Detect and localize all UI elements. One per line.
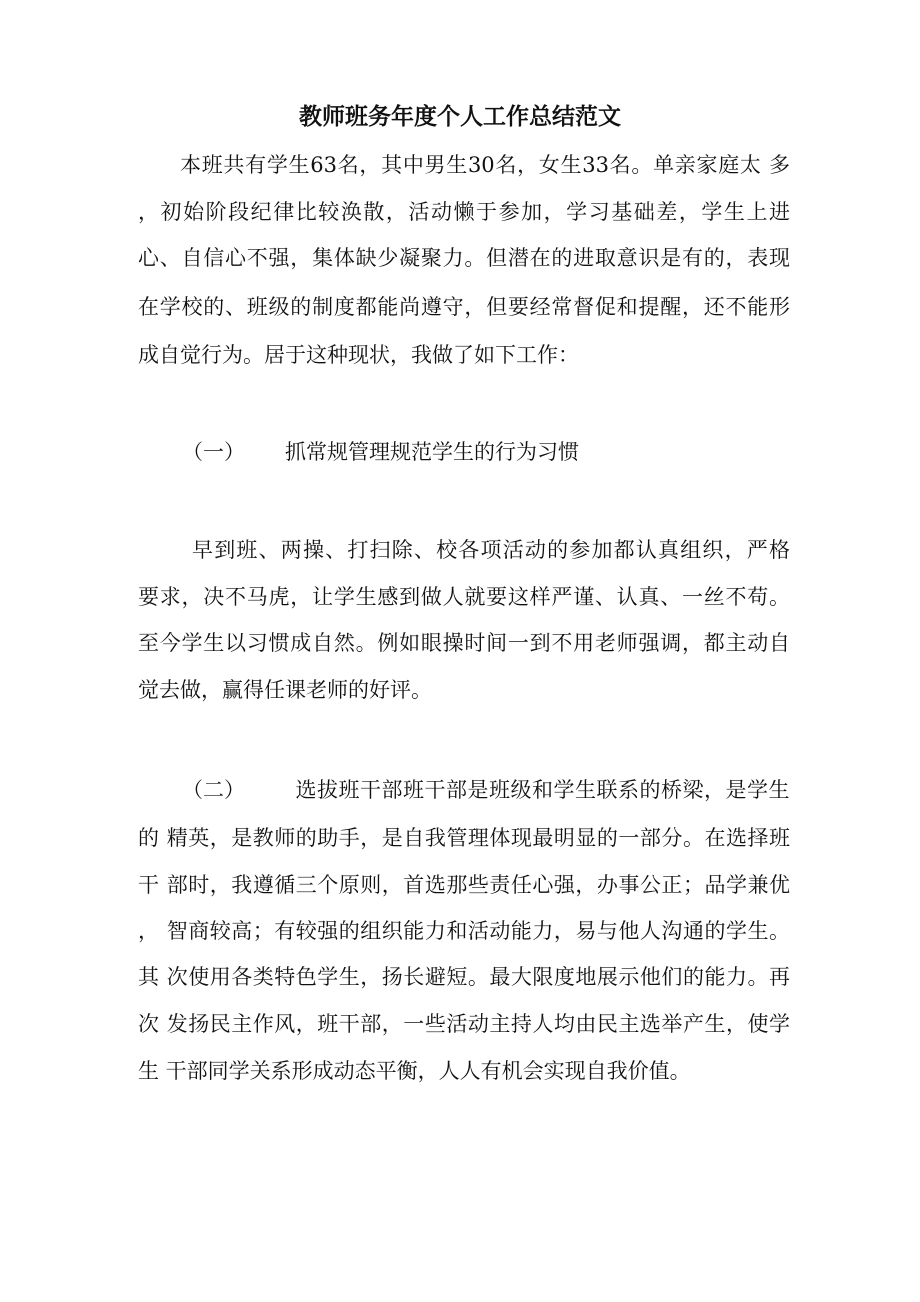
section-heading-text: 选拔班干部班干部是班级和学生联系的桥梁，是学生 bbox=[295, 778, 790, 802]
paragraph-line: ，初始阶段纪律比较涣散，活动懒于参加，学习基础差，学生上进 bbox=[138, 200, 790, 224]
paragraph-line: 心、自信心不强，集体缺少凝聚力。但潜在的进取意识是有的，表现 bbox=[138, 246, 790, 270]
section-heading-1 bbox=[182, 438, 579, 466]
paragraph-line: 次 发扬民主作风，班干部，一些活动主持人均由民主选举产生，使学 bbox=[138, 1012, 790, 1036]
paragraph-line: 其 次使用各类特色学生，扬长避短。最大限度地展示他们的能力。再 bbox=[138, 965, 790, 989]
paragraph-line: 生 干部同学关系形成动态平衡，人人有机会实现自我价值。 bbox=[138, 1059, 691, 1083]
document-title: 教师班务年度个人工作总结范文 bbox=[299, 103, 621, 130]
paragraph-line: 早到班、两操、打扫除、校各项活动的参加都认真组织，严格 bbox=[192, 538, 790, 562]
paragraph-line: 至今学生以习惯成自然。例如眼操时间一到不用老师强调，都主动自 bbox=[138, 631, 790, 655]
paragraph-line: 成自觉行为。居于这种现状，我做了如下工作： bbox=[138, 343, 579, 367]
paragraph-line: 在学校的、班级的制度都能尚遵守，但要经常督促和提醒，还不能形 bbox=[138, 295, 790, 319]
section-number: （二） bbox=[182, 778, 245, 802]
paragraph-line: 的 精英，是教师的助手，是自我管理体现最明显的一部分。在选择班 bbox=[138, 826, 790, 850]
paragraph-line: ， 智商较高；有较强的组织能力和活动能力，易与他人沟通的学生。 bbox=[138, 919, 790, 943]
paragraph-line: 觉去做，赢得任课老师的好评。 bbox=[138, 678, 432, 702]
section-heading-text: 抓常规管理规范学生的行为习惯 bbox=[285, 440, 579, 464]
section-heading-2 bbox=[182, 776, 790, 804]
paragraph-line: 干 部时，我遵循三个原则，首选那些责任心强，办事公正；品学兼优 bbox=[138, 873, 790, 897]
paragraph-line: 要求，决不马虎，让学生感到做人就要这样严谨、认真、一丝不苟。 bbox=[138, 585, 790, 609]
paragraph-line: 本班共有学生63名，其中男生30名，女生33名。单亲家庭太 多 bbox=[180, 153, 790, 177]
section-number: （一） bbox=[182, 440, 245, 464]
